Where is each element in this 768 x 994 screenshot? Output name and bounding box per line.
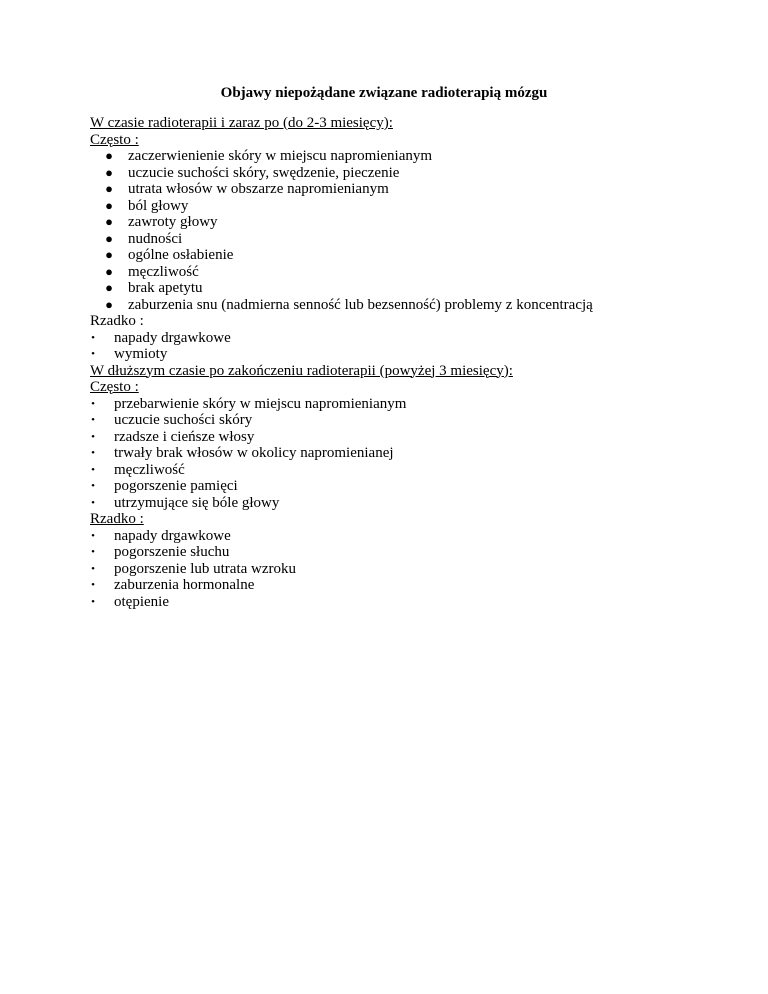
list-item: ● zaczerwienienie skóry w miejscu napromienianym — [105, 148, 433, 164]
document-title: Objawy niepożądane związane radioterapią mózgu — [220, 85, 548, 101]
list-item: ● ból głowy — [105, 197, 189, 214]
bullet-icon: • — [91, 348, 95, 360]
list-item: • napady drgawkowe — [90, 528, 730, 545]
symptom-list — [90, 148, 730, 313]
bullet-icon: • — [91, 430, 95, 443]
group-label-rarely: Rzadko : — [90, 313, 144, 329]
bullet-icon: • — [91, 595, 95, 608]
group-label-often: Często : — [90, 379, 139, 395]
bullet-icon: • — [91, 546, 95, 558]
list-item: ● brak apetytu — [105, 280, 203, 296]
list-item: ● zawroty głowy — [105, 214, 218, 230]
list-item: • otępienie — [90, 594, 730, 611]
list-item: ● uczucie suchości skóry, swędzenie, pieczenie — [105, 164, 400, 181]
bullet-icon: ● — [105, 296, 113, 312]
bullet-icon: ● — [105, 197, 113, 213]
list-item: ● zaburzenia snu (nadmierna senność lub bezsenność) problemy z koncentracją — [105, 296, 593, 313]
bullet-icon: • — [91, 579, 95, 591]
bullet-icon: • — [91, 529, 95, 542]
symptom-list — [90, 396, 730, 512]
symptom-list — [90, 330, 730, 363]
bullet-icon: ● — [105, 164, 113, 180]
bullet-icon: • — [91, 480, 95, 492]
bullet-icon: ● — [105, 263, 113, 279]
bullet-icon: • — [91, 463, 95, 476]
bullet-icon: ● — [105, 247, 113, 262]
group-label-rarely: Rzadko : — [90, 511, 144, 527]
list-item: • wymioty — [90, 346, 730, 363]
bullet-icon: • — [91, 447, 95, 459]
bullet-icon: • — [91, 496, 95, 509]
bullet-icon: ● — [105, 230, 113, 246]
list-item: • uczucie suchości skóry — [90, 412, 730, 429]
bullet-icon: ● — [105, 148, 113, 163]
symptom-list — [90, 528, 730, 611]
bullet-icon: ● — [105, 181, 113, 196]
bullet-icon: • — [91, 331, 95, 344]
list-item: ● ogólne osłabienie — [105, 247, 234, 263]
list-item: ● męczliwość — [105, 263, 199, 280]
list-item: • rzadsze i cieńsze włosy — [90, 429, 730, 446]
document-content — [90, 115, 730, 610]
bullet-icon: • — [91, 562, 95, 575]
list-item: ● nudności — [105, 230, 183, 247]
list-item: • zaburzenia hormonalne — [90, 577, 730, 594]
list-item: • męczliwość — [90, 462, 730, 479]
group-label-often: Często : — [90, 131, 139, 148]
list-item: ● utrata włosów w obszarze napromienianym — [105, 181, 389, 197]
list-item: • pogorszenie lub utrata wzroku — [90, 561, 730, 578]
bullet-icon: • — [91, 397, 95, 410]
section-heading-long-term: W dłuższym czasie po zakończeniu radioterapii (powyżej 3 miesięcy): — [90, 362, 513, 379]
bullet-icon: ● — [105, 280, 113, 295]
section-heading-during: W czasie radioterapii i zaraz po (do 2-3 miesięcy): — [90, 115, 393, 131]
list-item: • trwały brak włosów w okolicy napromienianej — [90, 445, 730, 462]
bullet-icon: • — [91, 414, 95, 426]
list-item: • utrzymujące się bóle głowy — [90, 495, 730, 512]
list-item: • pogorszenie słuchu — [90, 544, 730, 561]
list-item: • napady drgawkowe — [90, 330, 730, 347]
list-item: • pogorszenie pamięci — [90, 478, 730, 495]
list-item: • przebarwienie skóry w miejscu napromienianym — [90, 396, 730, 413]
bullet-icon: ● — [105, 214, 113, 229]
